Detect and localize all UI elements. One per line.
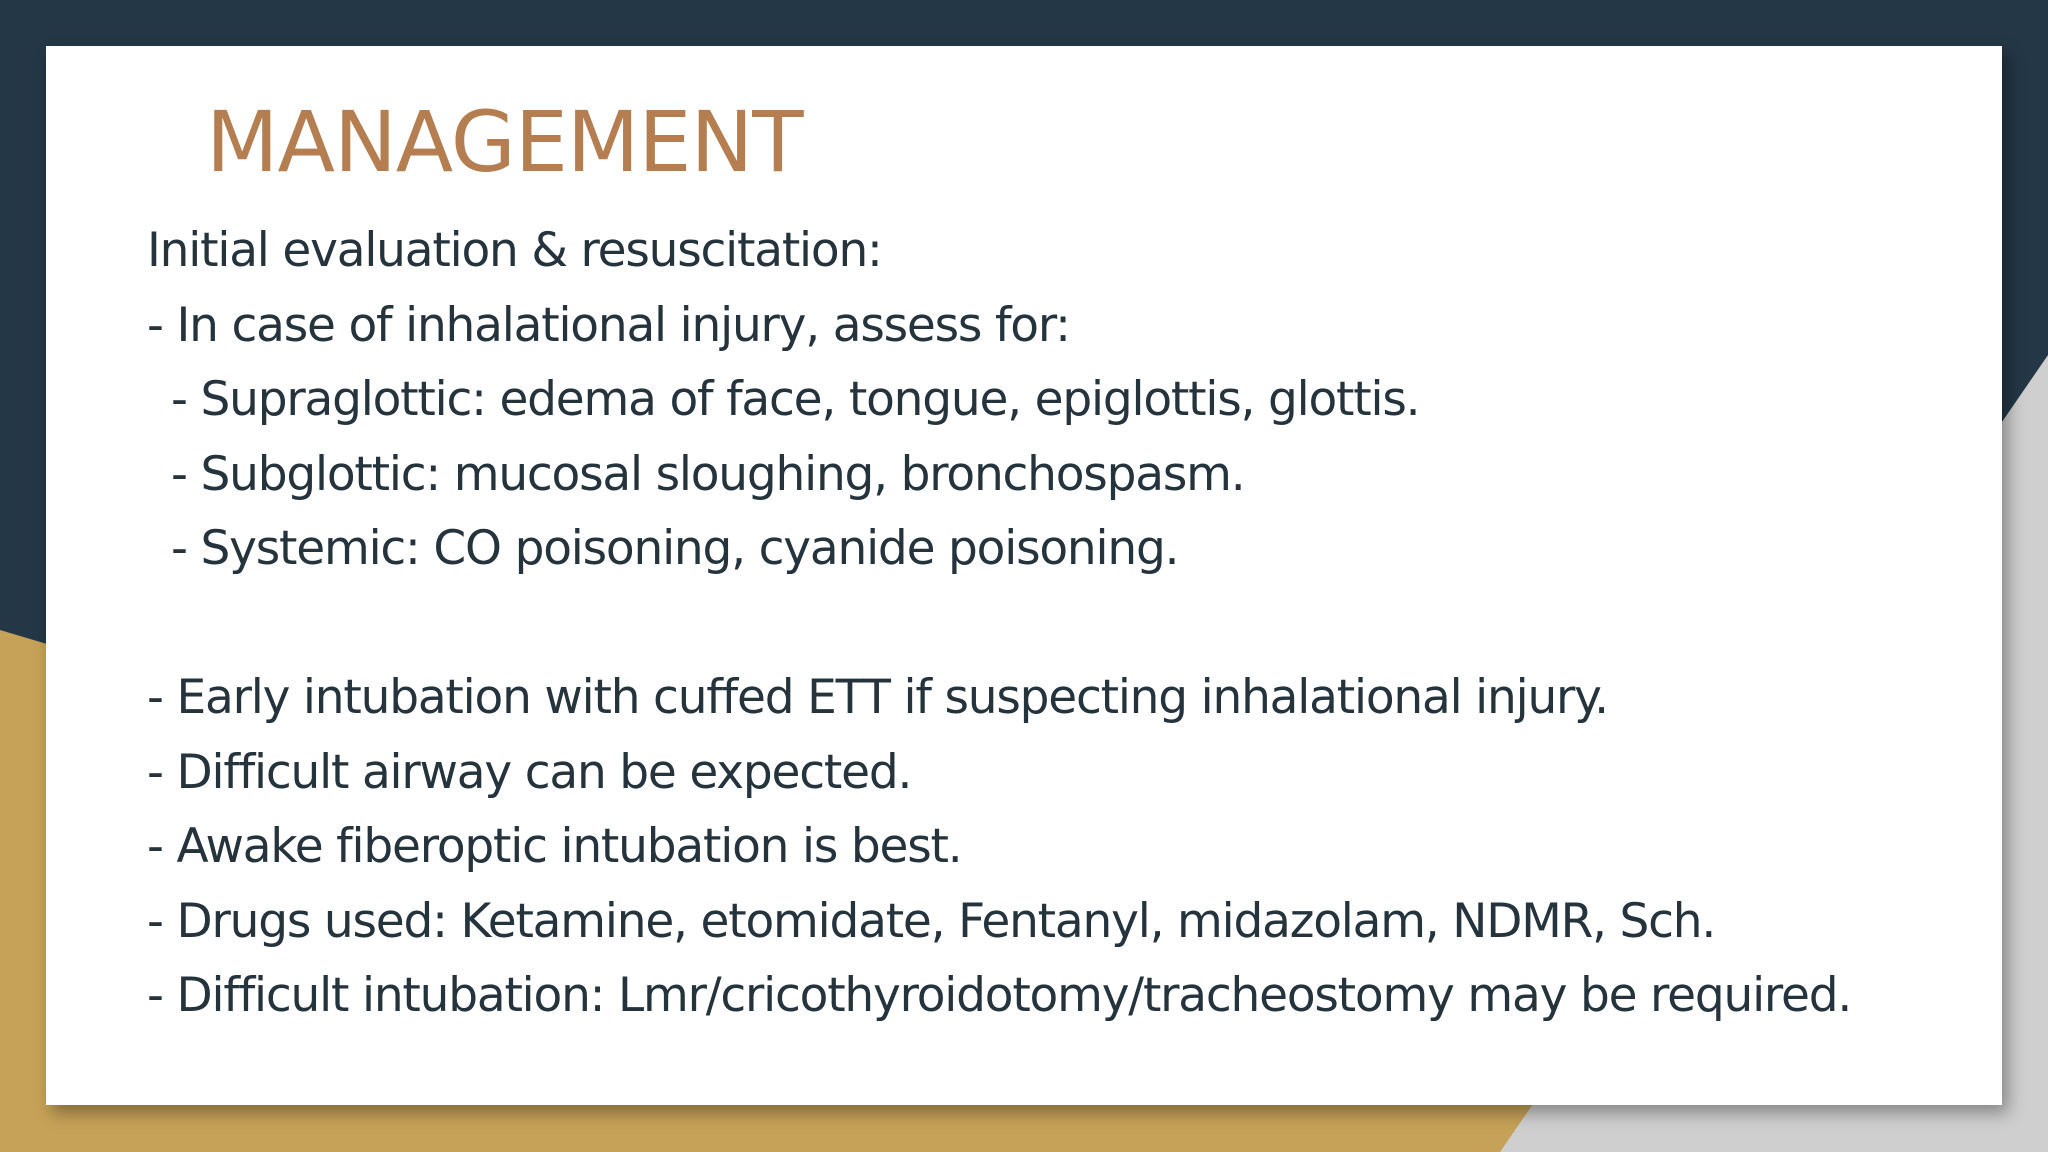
- body-line-awake-fiberoptic: - Awake fiberoptic intubation is best.: [147, 819, 962, 874]
- body-line-supraglottic: - Supraglottic: edema of face, tongue, epiglottis, glottis.: [171, 372, 1420, 427]
- body-line-heading: Initial evaluation & resuscitation:: [147, 223, 882, 278]
- body-line-early-intubation: - Early intubation with cuffed ETT if suspecting inhalational injury.: [147, 670, 1608, 725]
- body-line-difficult-intubation: - Difficult intubation: Lmr/cricothyroidotomy/tracheostomy may be required.: [147, 968, 1852, 1023]
- body-line-systemic: - Systemic: CO poisoning, cyanide poisoning.: [171, 521, 1179, 576]
- body-spacer: [147, 587, 1977, 662]
- body-line-inhalational: - In case of inhalational injury, assess for:: [147, 297, 1070, 353]
- body-line-difficult-airway: - Difficult airway can be expected.: [147, 744, 912, 800]
- body-line-subglottic: - Subglottic: mucosal sloughing, bronchospasm.: [171, 446, 1245, 502]
- body-line-drugs-used: - Drugs used: Ketamine, etomidate, Fentanyl, midazolam, NDMR, Sch.: [147, 893, 1716, 949]
- slide-body: [147, 214, 1977, 1034]
- slide-title: MANAGEMENT: [206, 93, 803, 191]
